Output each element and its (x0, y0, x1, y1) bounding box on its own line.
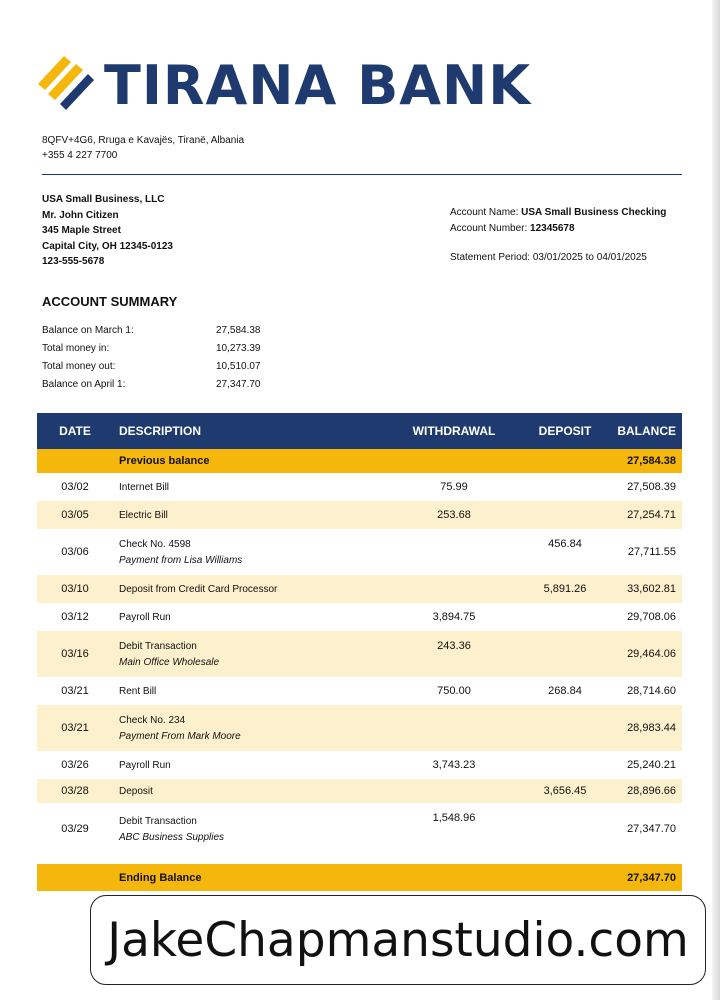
account-number: Account Number: 12345678 (450, 222, 575, 234)
table-row (37, 473, 682, 501)
previous-balance-row (37, 449, 682, 473)
customer-address-block (42, 192, 173, 270)
cell-deposit (525, 631, 605, 640)
summary-row (42, 375, 276, 393)
cell-description (113, 715, 383, 742)
cell-description (113, 584, 383, 595)
summary-value: 10,273.39 (216, 343, 261, 355)
cell-description (113, 482, 383, 493)
description-text: Check No. 4598 (119, 538, 191, 550)
ending-balance-label: Ending Balance (119, 871, 202, 884)
cell-date: 03/06 (61, 546, 89, 558)
customer-phone: 123-555-5678 (42, 256, 105, 267)
bank-name: TIRANA BANK (104, 54, 532, 117)
cell-withdrawal: 253.68 (437, 509, 471, 521)
summary-label: Balance on April 1: (42, 378, 126, 390)
previous-balance-value: 27,584.38 (627, 455, 676, 467)
cell-description (113, 612, 383, 623)
cell-balance: 28,983.44 (627, 722, 676, 734)
description-text: Electric Bill (119, 509, 168, 521)
bank-phone: +355 4 227 7700 (42, 150, 118, 161)
description-text: Deposit from Credit Card Processor (119, 583, 278, 595)
description-text: Debit Transaction (119, 815, 197, 827)
cell-description (113, 510, 383, 521)
cell-date: 03/29 (61, 823, 89, 835)
cell-description (113, 786, 383, 797)
description-text: Payroll Run (119, 611, 171, 623)
header-date: DATE (59, 424, 91, 438)
cell-balance: 25,240.21 (627, 759, 676, 771)
header-description: DESCRIPTION (119, 424, 202, 438)
cell-withdrawal: 3,743.23 (432, 759, 476, 771)
table-row (37, 631, 682, 677)
cell-balance: 27,508.39 (627, 481, 676, 493)
summary-value: 27,584.38 (216, 325, 261, 337)
cell-deposit: 456.84 (548, 538, 582, 550)
description-text: Rent Bill (119, 685, 157, 697)
account-name: Account Name: USA Small Business Checking (450, 207, 667, 218)
table-row (37, 501, 682, 529)
summary-label: Total money out: (42, 360, 116, 372)
bank-address: 8QFV+4G6, Rruga e Kavajës, Tiranë, Albania (42, 135, 245, 146)
header-withdrawal: WITHDRAWAL (412, 424, 496, 438)
cell-date: 03/12 (61, 611, 89, 623)
description-sub: ABC Business Supplies (119, 831, 225, 843)
cell-withdrawal (383, 705, 525, 714)
table-row (37, 677, 682, 705)
header-divider (42, 174, 682, 175)
previous-balance-label: Previous balance (119, 455, 210, 467)
cell-balance: 27,254.71 (627, 509, 676, 521)
cell-withdrawal: 75.99 (440, 481, 468, 493)
statement-period: Statement Period: 03/01/2025 to 04/01/2025 (450, 252, 647, 263)
summary-row (42, 340, 276, 358)
cell-balance: 29,464.06 (627, 648, 676, 660)
cell-balance: 28,896.66 (627, 785, 676, 797)
description-sub: Main Office Wholesale (119, 656, 220, 668)
cell-description (113, 641, 383, 668)
table-row (37, 751, 682, 779)
transaction-rows (37, 473, 682, 855)
cell-withdrawal: 243.36 (437, 640, 471, 652)
cell-deposit: 3,656.45 (543, 785, 587, 797)
cell-date: 03/05 (61, 509, 89, 521)
cell-deposit: 268.84 (548, 685, 582, 697)
table-row (37, 705, 682, 751)
cell-date: 03/16 (61, 648, 89, 660)
description-text: Payroll Run (119, 759, 171, 771)
ending-balance-value: 27,347.70 (627, 871, 676, 884)
table-row (37, 529, 682, 575)
account-summary (42, 322, 276, 393)
customer-contact: Mr. John Citizen (42, 209, 119, 221)
cell-description (113, 816, 383, 843)
description-text: Deposit (119, 785, 153, 797)
customer-street: 345 Maple Street (42, 225, 121, 236)
cell-date: 03/21 (61, 685, 89, 697)
cell-description (113, 539, 383, 566)
cell-date: 03/26 (61, 759, 89, 771)
description-sub: Payment From Mark Moore (119, 730, 241, 742)
cell-withdrawal: 1,548.96 (432, 812, 476, 824)
cell-balance: 27,347.70 (627, 823, 676, 835)
bank-logo (36, 52, 532, 122)
header-balance: BALANCE (617, 424, 676, 438)
description-sub: Payment from Lisa Williams (119, 554, 243, 566)
cell-balance: 28,714.60 (627, 685, 676, 697)
cell-deposit (525, 705, 605, 714)
description-text: Debit Transaction (119, 640, 197, 652)
cell-withdrawal: 750.00 (437, 685, 471, 697)
summary-label: Balance on March 1: (42, 325, 134, 337)
bank-address-block (42, 133, 244, 163)
header-deposit: DEPOSIT (538, 424, 592, 438)
watermark-banner: JakeChapmanstudio.com (90, 895, 706, 985)
transactions-table (37, 413, 682, 891)
customer-city: Capital City, OH 12345-0123 (42, 240, 173, 252)
customer-business: USA Small Business, LLC (42, 194, 165, 205)
cell-deposit (525, 803, 605, 812)
cell-withdrawal (383, 529, 525, 538)
summary-row (42, 358, 276, 376)
description-text: Check No. 234 (119, 714, 186, 726)
table-row (37, 779, 682, 803)
cell-deposit: 5,891.26 (543, 583, 587, 595)
account-summary-title: ACCOUNT SUMMARY (42, 294, 178, 309)
cell-balance: 33,602.81 (627, 583, 676, 595)
summary-value: 27,347.70 (216, 378, 261, 390)
cell-balance: 29,708.06 (627, 611, 676, 623)
cell-date: 03/10 (61, 583, 89, 595)
table-row (37, 603, 682, 631)
cell-balance: 27,711.55 (627, 546, 676, 558)
table-header (37, 413, 682, 449)
cell-date: 03/02 (61, 481, 89, 493)
summary-value: 10,510.07 (216, 360, 261, 372)
summary-label: Total money in: (42, 343, 110, 355)
table-row (37, 575, 682, 603)
description-text: Internet Bill (119, 481, 170, 493)
page-edge (712, 0, 720, 1000)
cell-description (113, 686, 383, 697)
stripes-logo-icon (36, 52, 94, 122)
cell-date: 03/21 (61, 722, 89, 734)
table-row (37, 803, 682, 855)
cell-description (113, 760, 383, 771)
account-info (450, 205, 666, 266)
cell-withdrawal: 3,894.75 (432, 611, 476, 623)
summary-row (42, 322, 276, 340)
ending-balance-row (37, 864, 682, 891)
cell-date: 03/28 (61, 785, 89, 797)
